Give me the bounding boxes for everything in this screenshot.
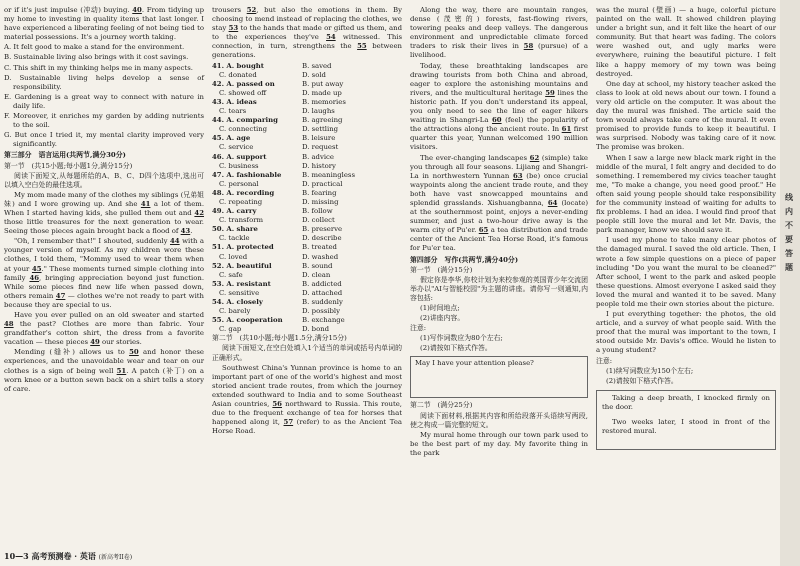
answer-option: D. attached: [302, 288, 343, 297]
answer-option: B. meaningless: [302, 170, 356, 179]
answer-option: D. made up: [302, 88, 342, 97]
note2-item-2: (2)请按如下格式作答。: [606, 376, 678, 385]
answer-option: B. put away: [302, 79, 344, 88]
answer-option: C. sensitive: [219, 288, 260, 297]
task-item-1: (1)时间地点;: [420, 304, 460, 312]
answer-option: C. barely: [219, 307, 251, 316]
option-g: G. But once I tried it, my mental clarity improved very significantly.: [4, 131, 204, 149]
answer-option: D. laughs: [302, 107, 335, 116]
column-4: [596, 6, 776, 454]
answer-option: D. missing: [302, 197, 339, 206]
answer-option: D. possibly: [302, 307, 341, 316]
gapfill-paragraph-1: Southwest China's Yunnan province is home to an important part of one of the world's highest and most storied ancient trade routes, from which the journey extended southward to India and to some Southeast Asian countries, 56 northward to Russia. This route, due to the frequent exchange of tea for horses that happened along it, 57 (refer) to as the Ancient Tea Horse Road.: [212, 363, 403, 436]
answer-options-grid: [212, 62, 402, 335]
gapfill-paragraph-4: The ever-changing landscapes 62 (simple) take you through all four seasons. Lijiang and Shangri-La in northwestern Yunnan 63 (be) once crucial waypoints along the ancient trade route, and they both have vast snowcapped mountains and splendid grasslands. Xishuangbanna, 64 (locate) at the southernmost point, enjoys a never-ending summer, and just a two-hour drive away is the warm city of Pu'er. 65 a tea distribution and trade center of the Ancient Tea Horse Road, it's famous for Pu'er tea.: [410, 153, 589, 253]
binding-margin: [780, 0, 800, 566]
answer-option: D. sold: [302, 70, 326, 79]
answer-option: 48. A. recording: [212, 188, 275, 197]
cloze-paragraph-3: Have you ever pulled on an old sweater and started 48 the past? Clothes are more than fabric. Your grandfather's cotton shirt, the dress from a favorite vacation — these pieces 49 our stories.: [4, 311, 204, 347]
answer-option: 45. A. age: [212, 134, 251, 143]
story-paragraph-4: When I saw a large new black mark right in the middle of the mural, I felt angry and decided to do something. I remembered my civics teacher taught me, "To make a change, you need good proof." He often said young people should take responsibility for the community instead of waiting for adults to fix problems. I had an idea. I would find proof that people still love the mural and let Mr. Davis, the park manager, know we should save it.: [596, 153, 776, 235]
answer-option: B. follow: [302, 207, 333, 216]
gapfill-paragraph-2: Along the way, there are mountain ranges, dense (茂密的) forests, fast-flowing rivers, towering peaks and deep valleys. The dangerous environment and unpredictable climate forced traders to risk their lives in 58 (pursue) of a livelihood.: [410, 6, 588, 60]
answer-option: C. transform: [219, 216, 264, 225]
answer-option: C. donated: [219, 70, 257, 79]
answer-option: C. repeating: [219, 197, 263, 206]
answer-option: 53. A. resistant: [212, 279, 271, 288]
writing-task-2: 阅读下面材料,根据其内容和所给段落开头语续写两段,使之构成一篇完整的短文。: [410, 411, 588, 429]
exam-name: 高考预测卷 · 英语: [31, 551, 96, 561]
column-3: [410, 6, 588, 459]
gapfill-paragraph-3: Today, these breathtaking landscapes are drawing tourists from both China and abroad, eager to explore the astonishing mountains and rivers, and the multicultural heritage 59 lines the historic path. If you don't understand its appeal, you only need to see the line of eager hikers waiting in Shangri-La 60 (feel) the popularity of the attractions along the ancient route. In 61 first quarter this year, Yunnan welcomed 190 million visitors.: [410, 61, 589, 152]
options-list: [4, 43, 204, 149]
answer-option: B. advice: [302, 152, 334, 161]
binding-warning: 线内不要答题: [785, 192, 793, 272]
cloze-paragraph-2: "Oh, I remember that!" I shouted, suddenly 44 with a younger version of myself. As my children wore these clothes, I told them, "Mommy used to wear them when at your 45." These moments turned simple clothing into family 46, bringing appreciation beyond just function. While some pieces find new life when passed down, others remain 47 — clothes we're not ready to part with because they are special to us.: [4, 237, 205, 309]
answer-option: B. preserve: [302, 225, 343, 234]
continuation-start-2: Two weeks later, I stood in front of the restored mural.: [602, 418, 770, 436]
story-paragraph-3: One day at school, my history teacher asked the class to look at old news about our town. I found a very old article on the computer. It was about the day the mural was finished. The article said the town would always take care of the mural. It even promised to provide funds to keep it beautiful. I was surprised. Nobody was taking care of it now. The promise was broken.: [596, 79, 776, 152]
gapfill-instructions: 阅读下面短文,在空白处填入1个适当的单词或括号内单词的正确形式。: [212, 344, 402, 362]
answer-option: 55. A. cooperation: [212, 316, 283, 325]
section-3-title: 第三部分 语言运用(共两节,满分30分): [4, 151, 126, 160]
note-label-2: 注意:: [596, 356, 613, 365]
answer-option: 42. A. passed on: [212, 79, 275, 88]
option-b: B. Sustainable living also brings with it cost savings.: [4, 53, 189, 62]
answer-option: C. connecting: [219, 125, 268, 134]
answer-option: B. agreeing: [302, 116, 343, 125]
answer-option: D. request: [302, 143, 339, 152]
answer-option: 49. A. carry: [212, 207, 257, 216]
answer-option: C. showed off: [219, 88, 267, 97]
continuation-start-1: Taking a deep breath, I knocked firmly on the door.: [602, 393, 770, 411]
story-paragraph-6: I put everything together: the photos, the old article, and a survey of what people said. With the proof that the mural was important to the town, I stood outside Mr. Davis's office. Would he listen to a young student?: [596, 310, 776, 355]
option-c: C. This shift in my thinking helps me in many aspects.: [4, 63, 193, 72]
note2-item-1: (1)续写词数应为150个左右;: [606, 366, 694, 375]
option-e: E. Gardening is a great way to connect with nature in daily life.: [4, 92, 204, 110]
page-footer: [4, 551, 132, 562]
answer-option: C. personal: [219, 179, 259, 188]
answer-option: 54. A. closely: [212, 298, 263, 306]
writing-task-1: 假定你是李华,你校计划为来校参观的英国青少年交流团举办以"AI与智能校园"为主题的讲座。请你写一则通知,内容包括:: [410, 275, 588, 302]
story-paragraph-5: I used my phone to take many clear photos of the damaged mural. I saved the old article. Then, I wrote a few simple questions on a piece of paper including "Do you want the mural to be cleaned?" After school, I went to the park and asked people these questions. Almost everyone I asked said they loved the mural and wanted it to be saved. Many people told me their own stories about the picture.: [596, 236, 776, 308]
answer-option: B. suddenly: [302, 298, 343, 306]
answer-option: 41. A. bought: [212, 61, 264, 70]
answer-option: B. treated: [302, 243, 337, 252]
answer-box-1[interactable]: [410, 356, 588, 398]
answer-option: C. tears: [219, 107, 247, 116]
story-paragraph-2: was the mural (壁画) — a huge, colorful picture painted on the wall. It showed children playing under a bright sun, and it felt like the heart of our community. But that heart was fading. The colors were washed out, and ugly marks were everywhere, ruining the beautiful picture. I felt like a happy memory of my town was being destroyed.: [596, 6, 776, 78]
exam-sub: (新高考II卷): [98, 554, 133, 561]
answer-option: D. settling: [302, 125, 339, 134]
answer-option: D. washed: [302, 252, 339, 261]
cloze-paragraph-1: My mom made many of the clothes my siblings (兄弟姐妹) and I wore growing up. And she 41 a lot of them. When I started having kids, she pulled them out and 42 those little treasures for the next generation to wear. Seeing those pieces again brought back a flood of 43.: [4, 190, 205, 236]
answer-option: B. exchange: [302, 316, 345, 325]
writing-part-2-title: 第二节 (满分25分): [410, 401, 473, 410]
answer-option: B. sound: [302, 261, 333, 270]
section-4-title: 第四部分 写作(共两节,满分40分): [410, 255, 519, 264]
paragraph-end-40: or if it's just impulse (冲动) buying. 40. From tidying up my home to investing in quality items that last longer. I have experienced a liberating feeling of not being tied to material possessions. It's a journey worth taking.: [4, 6, 205, 42]
cloze-paragraph-5: trousers 52, but also the emotions in them. By choosing to mend instead of replacing the clothes, we stay 53 to the hands that made or gifted us them, and to the experiences they've 54 witnessed. This connection, in turn, strengthens the 55 between generations.: [212, 6, 403, 60]
page-code: 10—3: [4, 551, 29, 561]
part-1-title: 第一节 (共15小题;每小题1分,满分15分): [4, 161, 133, 170]
answer-option: 47. A. fashionable: [212, 170, 282, 179]
note-item-2: (2)请按如下格式作答。: [420, 344, 492, 353]
task-item-2: (2)讲座内容。: [420, 314, 465, 323]
answer-option: 44. A. comparing: [212, 116, 278, 125]
answer-option: 52. A. beautiful: [212, 261, 272, 270]
answer-option: B. fearing: [302, 188, 337, 197]
answer-option: D. bond: [302, 325, 330, 334]
answer-option: D. describe: [302, 234, 342, 243]
option-d: D. Sustainable living helps develop a sense of responsibility.: [4, 73, 204, 91]
answer-option: 50. A. share: [212, 225, 258, 234]
answer-option: D. history: [302, 161, 336, 170]
answer-option: 43. A. ideas: [212, 97, 257, 106]
answer-option: C. tackle: [219, 234, 250, 243]
cloze-instructions: 阅读下面短文,从每题所给的A、B、C、D四个选项中,选出可以填入空白处的最佳选项。: [4, 171, 204, 189]
option-f: F. Moreover, it enriches my garden by adding nutrients to the soil.: [4, 112, 204, 130]
column-1: [4, 6, 204, 395]
story-paragraph-1: My mural home through our town park used to be the best part of my day. My favorite thing in the park: [410, 430, 588, 457]
answer-option: C. gap: [219, 325, 242, 334]
note-label: 注意:: [410, 324, 427, 333]
answer-option: 51. A. protected: [212, 243, 274, 252]
column-2: [212, 6, 402, 437]
answer-option: C. business: [219, 161, 259, 170]
writing-part-1-title: 第一节 (满分15分): [410, 265, 473, 274]
answer-option: 46. A. support: [212, 152, 267, 161]
answer-option: D. practical: [302, 179, 343, 188]
answer-option: C. loved: [219, 252, 248, 261]
answer-option: D. clean: [302, 270, 331, 279]
answer-option: C. safe: [219, 270, 243, 279]
answer-option: B. memories: [302, 97, 346, 106]
part-2-title: 第二节 (共10小题;每小题1.5分,满分15分): [212, 334, 347, 343]
answer-option: D. collect: [302, 216, 335, 225]
answer-option: B. leisure: [302, 134, 336, 143]
option-a: A. It felt good to make a stand for the environment.: [4, 43, 185, 52]
answer-box-2[interactable]: [596, 390, 776, 450]
answer-option: B. addicted: [302, 279, 342, 288]
answer-box-prompt: May I have your attention please?: [415, 359, 534, 368]
cloze-paragraph-4: Mending (缝补) allows us to 50 and honor these experiences, and the unavoidable wear and tear on our clothes is a sign of being well 51. A patch (补丁) on a worn knee or a button sewn back on a shirt tells a story of care.: [4, 348, 204, 393]
answer-option: C. service: [219, 143, 254, 152]
answer-option: B. saved: [302, 61, 332, 70]
note-item-1: (1)写作词数应为80个左右;: [420, 334, 503, 343]
